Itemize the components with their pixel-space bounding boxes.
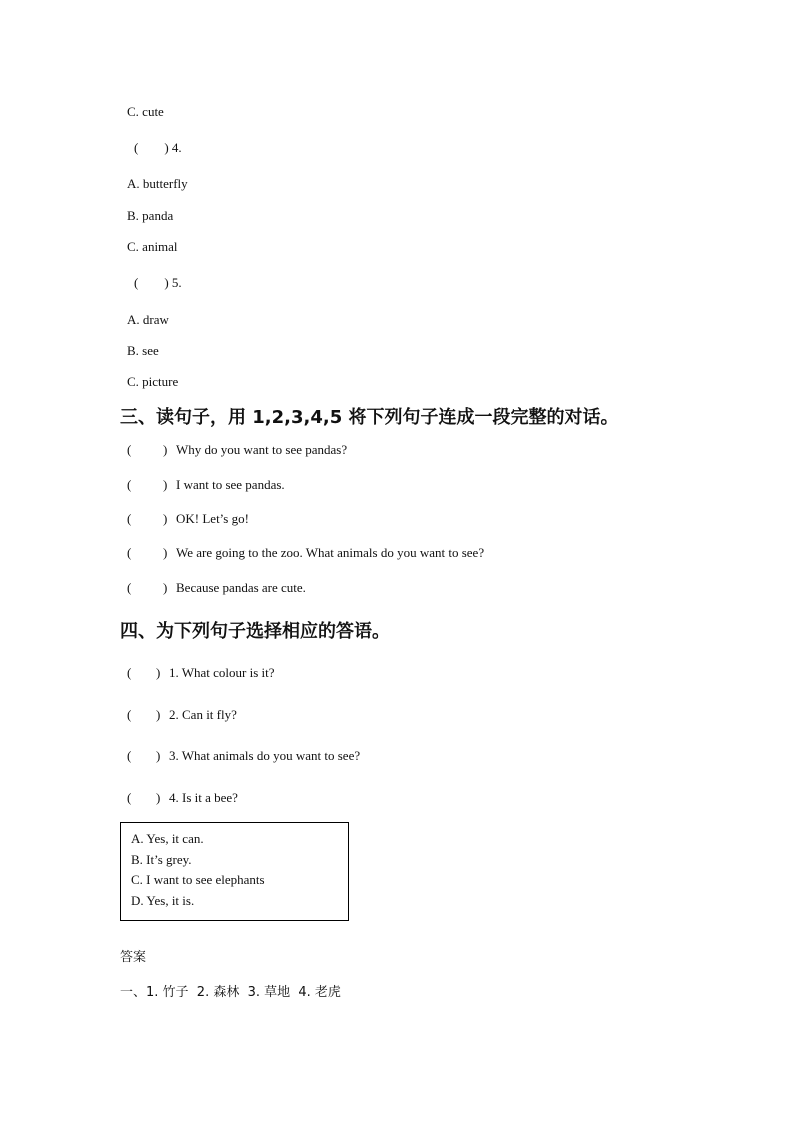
sentence: Why do you want to see pandas? <box>176 442 348 457</box>
section-heading: 四、为下列句子选择相应的答语。 <box>120 621 390 642</box>
sentence: Because pandas are cute. <box>176 580 306 595</box>
choice: B. It’s grey. <box>131 852 192 867</box>
question: 2. Can it fly? <box>169 707 237 722</box>
sentence: We are going to the zoo. What animals do you want to see? <box>176 545 485 560</box>
sentence: I want to see pandas. <box>176 477 285 492</box>
answers-title: 答案 <box>120 950 147 965</box>
question: 1. What colour is it? <box>169 665 275 680</box>
question-number: ( ) 5. <box>134 275 182 290</box>
option-text: B. see <box>127 343 159 358</box>
choice: C. I want to see elephants <box>131 872 265 887</box>
option-text: A. butterfly <box>127 176 188 191</box>
option-text: A. draw <box>127 312 169 327</box>
question: 3. What animals do you want to see? <box>169 748 361 763</box>
option-text: C. picture <box>127 374 179 389</box>
choice: A. Yes, it can. <box>131 831 204 846</box>
question-number: ( ) 4. <box>134 140 182 155</box>
section-heading: 三、读句子，用 1,2,3,4,5 将下列句子连成一段完整的对话。 <box>120 407 619 428</box>
question: 4. Is it a bee? <box>169 790 238 805</box>
sentence: OK! Let’s go! <box>176 511 249 526</box>
answer-line: 一、1. 竹子 2. 森林 3. 草地 4. 老虎 <box>120 985 341 1000</box>
option-text: C. cute <box>127 104 164 119</box>
option-text: C. animal <box>127 239 178 254</box>
answer-choices-box <box>120 822 349 921</box>
option-text: B. panda <box>127 208 174 223</box>
choice: D. Yes, it is. <box>131 893 195 908</box>
